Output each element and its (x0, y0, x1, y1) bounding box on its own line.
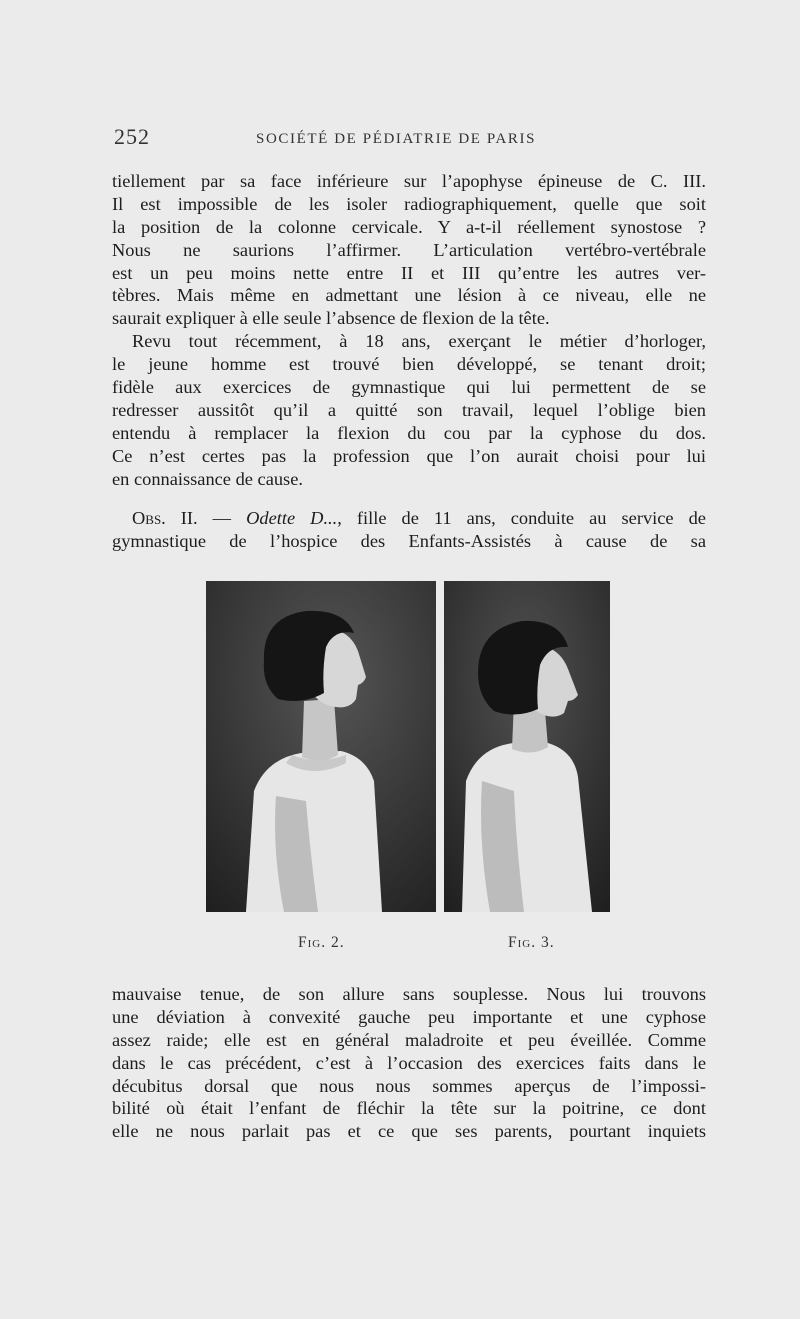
page-number: 252 (114, 124, 150, 149)
observation-label: Obs. II. (132, 508, 198, 528)
observation-dash: — (197, 508, 247, 528)
text-line: est un peu moins nette entre II et III qu’entre les autres ver- (112, 262, 706, 283)
figure-3-caption (508, 934, 555, 952)
figure-2-photo (206, 581, 436, 912)
figure-3-photo (444, 581, 610, 912)
text-line: la position de la colonne cervicale. Y a-t-il réellement synostose ? (112, 216, 706, 237)
text-line: assez raide; elle est en général maladroite et peu éveillée. Comme (112, 1029, 706, 1050)
text-line: Revu tout récemment, à 18 ans, exerçant le métier d’horloger, (132, 331, 706, 352)
text-line: en connaissance de cause. (112, 468, 303, 489)
text-line: Nous ne saurions l’affirmer. L’articulation vertébro-vertébrale (112, 239, 706, 260)
text-line: le jeune homme est trouvé bien développé, se tenant droit; (112, 354, 706, 375)
text-line: une déviation à convexité gauche peu importante et une cyphose (112, 1006, 706, 1027)
patient-name: Odette D... (246, 508, 338, 528)
caption-prefix: Fig. (298, 934, 327, 951)
text-line: redresser aussitôt qu’il a quitté son travail, lequel l’oblige bien (112, 399, 706, 420)
text-line: décubitus dorsal que nous nous sommes aperçus de l’impossi- (112, 1075, 706, 1096)
text-line: Il est impossible de les isoler radiographiquement, quelle que soit (112, 193, 706, 214)
text-line: saurait expliquer à elle seule l’absence de flexion de la tête. (112, 308, 550, 329)
text-line: dans le cas précédent, c’est à l’occasion des exercices faits dans le (112, 1052, 706, 1073)
caption-number: 2. (330, 934, 345, 951)
text-line: tiellement par sa face inférieure sur l’apophyse épineuse de C. III. (112, 171, 706, 191)
text-line: Ce n’est certes pas la profession que l’on aurait choisi pour lui (112, 445, 706, 466)
text-line: bilité où était l’enfant de fléchir la tête sur la poitrine, ce dont (112, 1098, 706, 1119)
text-line: elle ne nous parlait pas et ce que ses parents, pourtant inquiets (112, 1121, 706, 1142)
caption-number: 3. (540, 934, 555, 951)
observation-paragraph (112, 507, 706, 553)
caption-prefix: Fig. (508, 934, 537, 951)
running-head: SOCIÉTÉ DE PÉDIATRIE DE PARIS (256, 131, 537, 147)
text-line: entendu à remplacer la flexion du cou par la cyphose du dos. (112, 422, 706, 443)
text-line: tèbres. Mais même en admettant une lésion à ce niveau, elle ne (112, 285, 706, 306)
observation-text: , fille de 11 ans, conduite au service de (337, 508, 706, 528)
observation-line-1 (112, 507, 706, 530)
figure-2-caption (298, 934, 345, 952)
text-line: mauvaise tenue, de son allure sans souplesse. Nous lui trouvons (112, 984, 706, 1004)
text-line: fidèle aux exercices de gymnastique qui lui permettent de se (112, 377, 706, 398)
text-block-top (112, 170, 706, 490)
text-line: gymnastique de l’hospice des Enfants-Assistés à cause de sa (112, 530, 706, 551)
text-block-bottom (112, 983, 706, 1143)
